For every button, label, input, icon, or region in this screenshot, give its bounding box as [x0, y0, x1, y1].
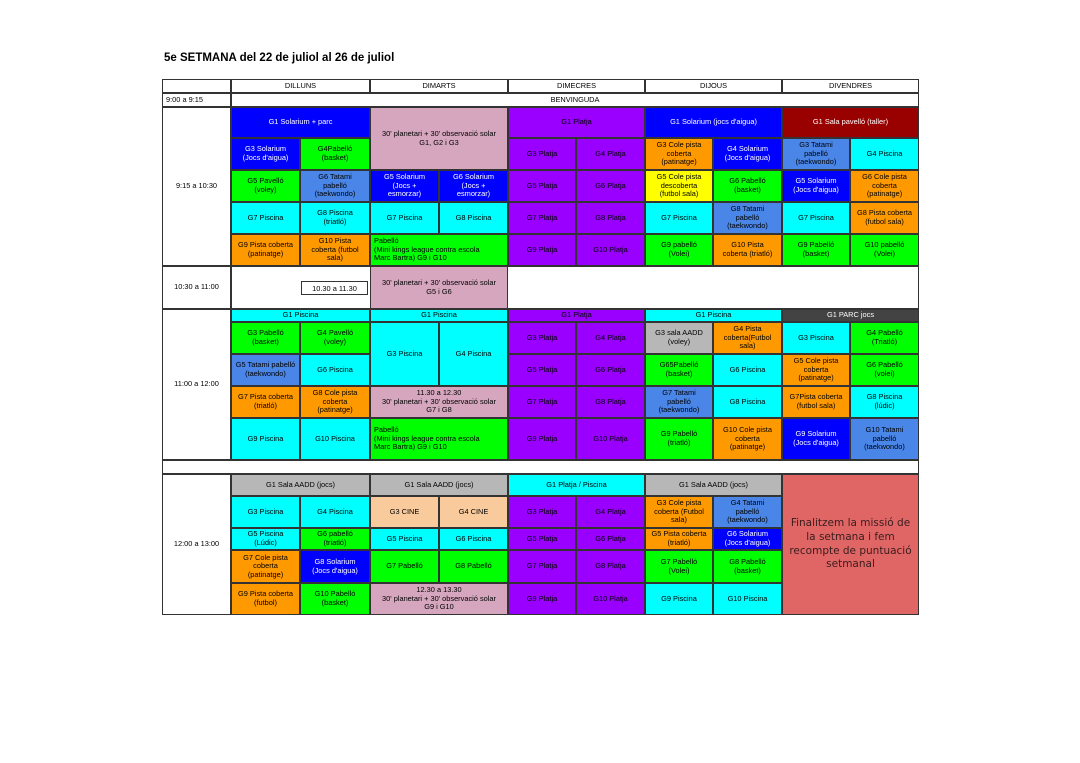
- activity-cell-text: Finalitzem la missió de la setmana i fem recompte de puntuació setmanal: [789, 517, 912, 571]
- activity-cell: [508, 386, 576, 418]
- activity-cell-text: 11.30 a 12.30 30' planetari + 30' observació solar G7 i G8: [382, 388, 496, 415]
- activity-cell-text: G9 Platja: [526, 433, 558, 443]
- time-label: [162, 474, 231, 615]
- activity-cell: [782, 474, 919, 615]
- activity-cell-text: G6 Piscina: [729, 364, 766, 374]
- activity-cell-text: G6 Cole pista coberta (patinatge): [862, 172, 907, 199]
- activity-cell-text: G4 Pabelló (Triatló): [866, 328, 903, 346]
- activity-cell-text: G10 Pista coberta (triatló): [722, 240, 773, 258]
- activity-cell-text: G4 Platja: [595, 506, 626, 516]
- activity-cell-text: G5 Tatami pabelló (taekwondo): [235, 360, 296, 378]
- activity-cell-text: G10 Pista coberta (futbol sala): [311, 236, 359, 263]
- activity-cell-text: G6 Platja: [595, 180, 626, 190]
- activity-cell: [439, 202, 508, 234]
- activity-cell-text: G3 Pabelló (basket): [247, 328, 284, 346]
- activity-cell-text: G65Pabelló (basket): [659, 360, 699, 378]
- activity-cell-text: G4 Piscina: [866, 148, 903, 158]
- activity-cell-text: G3 Piscina: [798, 332, 834, 342]
- activity-cell: [370, 322, 439, 386]
- activity-cell: [231, 309, 370, 322]
- activity-cell: [508, 170, 576, 202]
- activity-cell: [370, 418, 508, 460]
- activity-cell-text: G9 Piscina: [661, 593, 697, 603]
- activity-cell: [782, 386, 850, 418]
- activity-cell-text: G7 Pabelló: [386, 561, 423, 571]
- activity-cell: [439, 170, 508, 202]
- activity-cell-text: G3 Platja: [526, 506, 558, 516]
- activity-cell-text: G5 Platja: [526, 533, 558, 543]
- activity-cell: [645, 418, 713, 460]
- activity-cell: [231, 322, 300, 354]
- activity-cell-text: G10 Platja: [593, 433, 628, 443]
- activity-cell: [782, 107, 919, 138]
- activity-cell-text: G4 Pista coberta(Futbol sala): [723, 324, 772, 351]
- activity-cell: [645, 550, 713, 583]
- activity-cell-text: G6 Platja: [595, 533, 626, 543]
- activity-cell: [713, 418, 782, 460]
- activity-cell: [645, 170, 713, 202]
- activity-cell: [645, 202, 713, 234]
- activity-cell: [370, 202, 439, 234]
- activity-cell-text: G4 Platja: [595, 332, 626, 342]
- activity-cell-text: G5 Piscina: [386, 533, 423, 543]
- activity-cell-text: G3 Platja: [526, 148, 558, 158]
- activity-cell: [782, 354, 850, 386]
- time-label: [162, 107, 231, 266]
- activity-cell-text: G5 Cole pista descoberta (futbol sala): [656, 172, 702, 199]
- activity-cell: [713, 322, 782, 354]
- activity-cell: [231, 474, 370, 496]
- activity-cell-text: G9 Pabelló (triatló): [660, 429, 698, 447]
- page-title: 5e SETMANA del 22 de juliol al 26 de juliol: [164, 52, 395, 64]
- activity-cell: [850, 354, 919, 386]
- day-header: [231, 79, 370, 93]
- activity-cell-text: G4 Pavelló (voley): [316, 328, 354, 346]
- activity-cell: [508, 583, 576, 615]
- activity-cell: [576, 496, 645, 528]
- activity-cell: [300, 170, 370, 202]
- activity-cell-text: G7 Pabelló (Volei): [660, 556, 698, 575]
- activity-cell-text: G6 pabelló (triatló): [317, 529, 353, 547]
- activity-cell: [645, 322, 713, 354]
- activity-cell-text: G3 Piscina: [247, 506, 284, 516]
- activity-cell: [645, 138, 713, 170]
- activity-cell: [713, 202, 782, 234]
- activity-cell: [370, 496, 439, 528]
- activity-cell-text: G1 Piscina: [421, 310, 457, 320]
- activity-cell: [231, 202, 300, 234]
- activity-cell-text: G3 Tatami pabelló (taekwondo): [795, 140, 837, 167]
- activity-cell-text: G10 Piscina: [315, 433, 355, 443]
- header-corner: [162, 79, 231, 93]
- activity-cell: [645, 474, 782, 496]
- activity-cell-text: G3 Piscina: [386, 348, 423, 358]
- activity-cell: [439, 550, 508, 583]
- activity-cell: [576, 138, 645, 170]
- empty-cell: [508, 266, 919, 309]
- activity-cell: [782, 138, 850, 170]
- time-label-text: 10:30 a 11:00: [174, 282, 219, 292]
- benvinguda-banner: [231, 93, 919, 107]
- time-label: [162, 309, 231, 460]
- activity-cell-text: G3 Platja: [526, 332, 558, 342]
- activity-cell: [576, 202, 645, 234]
- activity-cell: [576, 234, 645, 266]
- activity-cell-text: G5 Solarium (Jocs d'aigua): [793, 176, 839, 194]
- activity-cell: [713, 138, 782, 170]
- activity-cell: [782, 309, 919, 322]
- activity-cell: [576, 322, 645, 354]
- activity-cell-text: G8 Piscina (triatló): [317, 208, 353, 226]
- activity-cell-text: G5 Platja: [526, 364, 558, 374]
- activity-cell-text: G7 Platja: [526, 212, 558, 222]
- planetari-cell: [370, 266, 508, 309]
- activity-cell-text: 12.30 a 13.30 30' planetari + 30' observació solar G9 i G10: [382, 585, 496, 612]
- activity-cell-text: G5 Platja: [526, 180, 558, 190]
- activity-cell-text: G1 Platja: [561, 117, 592, 127]
- activity-cell-text: G8 Pabelló: [455, 561, 492, 571]
- activity-cell: [850, 170, 919, 202]
- activity-cell-text: G10 Cole pista coberta (patinatge): [723, 425, 772, 452]
- activity-cell: [370, 170, 439, 202]
- activity-cell: [300, 583, 370, 615]
- activity-cell-text: G5 Cole pista coberta (patinatge): [793, 356, 839, 383]
- activity-cell: [300, 322, 370, 354]
- activity-cell: [231, 386, 300, 418]
- activity-cell: [713, 583, 782, 615]
- activity-cell-text: G6 Piscina: [455, 533, 492, 543]
- day-header: [508, 79, 645, 93]
- activity-cell: [300, 202, 370, 234]
- activity-cell-text: G1 PARC jocs: [826, 310, 875, 320]
- day-header-text: DIMARTS: [422, 80, 456, 90]
- activity-cell-text: G5 Piscina (Lúdic): [247, 529, 284, 547]
- activity-cell: [231, 107, 370, 138]
- activity-cell-text: G7 Tatami pabelló (taekwondo): [658, 388, 700, 415]
- activity-cell: [576, 354, 645, 386]
- activity-cell: [439, 528, 508, 550]
- activity-cell-text: G10 pabelló (Volei): [864, 240, 905, 258]
- activity-cell: [300, 496, 370, 528]
- activity-cell-text: 30' planetari + 30' observació solar G1, G2 i G3: [382, 128, 496, 147]
- activity-cell-text: G4 Solarium (Jocs d'aigua): [724, 144, 771, 162]
- activity-cell: [231, 583, 300, 615]
- activity-cell-text: G5 Pista coberta (triatló): [651, 529, 707, 547]
- activity-cell: [300, 234, 370, 266]
- activity-cell: [850, 138, 919, 170]
- activity-cell: [576, 418, 645, 460]
- activity-cell-text: G9 Pista coberta (futbol): [237, 589, 294, 607]
- activity-cell: [850, 234, 919, 266]
- activity-cell-text: G1 Platja / Piscina: [546, 479, 607, 489]
- activity-cell-text: G4 Piscina: [455, 348, 492, 358]
- activity-cell-text: G8 Piscina: [455, 212, 492, 222]
- activity-cell-text: G3 Cole pista coberta (patinatge): [656, 140, 702, 167]
- time-box: 10.30 a 11.30: [301, 281, 368, 295]
- activity-cell: [370, 550, 439, 583]
- activity-cell: [576, 550, 645, 583]
- activity-cell: [645, 309, 782, 322]
- activity-cell-text: G8 Tatami pabelló (taekwondo): [727, 204, 768, 231]
- activity-cell: [508, 202, 576, 234]
- activity-cell-text: G7 Platja: [526, 561, 558, 571]
- activity-cell-text: G7 Cole pista coberta (patinatge): [243, 552, 288, 579]
- activity-cell: [300, 418, 370, 460]
- activity-cell-text: G7 Piscina: [247, 212, 284, 222]
- time-label-text: 12:00 a 13:00: [173, 539, 220, 549]
- activity-cell-text: G1 Solarium (jocs d'aigua): [670, 117, 757, 127]
- day-header-text: DIVENDRES: [828, 80, 873, 90]
- activity-cell: [645, 583, 713, 615]
- activity-cell: [645, 107, 782, 138]
- activity-cell: [782, 170, 850, 202]
- activity-cell-text: G8 Solarium (Jocs d'aigua): [312, 556, 358, 575]
- activity-cell: [508, 550, 576, 583]
- time-label-text: 9:15 a 10:30: [175, 181, 218, 191]
- activity-cell: [370, 234, 508, 266]
- activity-cell: [300, 354, 370, 386]
- time-label: [162, 266, 231, 309]
- activity-cell-text: G10 Platja: [593, 593, 628, 603]
- activity-cell-text: G3 CINE: [389, 506, 420, 516]
- activity-cell: [231, 354, 300, 386]
- activity-cell-text: G1 Solarium + parc: [268, 117, 333, 127]
- activity-cell-text: G4 Platja: [595, 148, 626, 158]
- time-label-text: 9:00 a 9:15: [166, 94, 203, 104]
- activity-cell: [231, 418, 300, 460]
- benvinguda-banner-text: BENVINGUDA: [550, 94, 600, 104]
- activity-cell-text: G7Pista coberta (futbol sala): [789, 392, 843, 410]
- activity-cell-text: G5 Solarium (Jocs + esmorzar): [383, 172, 426, 199]
- activity-cell: [508, 309, 645, 322]
- activity-cell: [508, 474, 645, 496]
- activity-cell-text: G1 Piscina: [282, 310, 319, 320]
- activity-cell: [508, 528, 576, 550]
- spacer-row: [162, 460, 919, 474]
- activity-cell-text: G10 Platja: [593, 244, 628, 254]
- activity-cell-text: G6 Pabelló (basket): [729, 176, 766, 194]
- activity-cell-text: G10 Pabelló (basket): [314, 589, 356, 607]
- activity-cell-text: G9 Solarium (Jocs d'aigua): [793, 429, 839, 447]
- activity-cell: [231, 170, 300, 202]
- activity-cell-text: G5 Pavelló (voley): [247, 176, 284, 194]
- activity-cell: [439, 322, 508, 386]
- activity-cell: [713, 528, 782, 550]
- activity-cell: [370, 309, 508, 322]
- activity-cell: [850, 202, 919, 234]
- activity-cell: [508, 234, 576, 266]
- activity-cell-text: G10 Piscina: [727, 593, 768, 603]
- activity-cell-text: G6 Tatami pabelló (taekwondo): [314, 172, 356, 199]
- activity-cell: [850, 322, 919, 354]
- activity-cell: [850, 386, 919, 418]
- activity-cell: [300, 528, 370, 550]
- time-label: [162, 93, 231, 107]
- activity-cell: [713, 354, 782, 386]
- activity-cell: [300, 386, 370, 418]
- activity-cell-text: Pabelló (Mini kings league contra escola Marc Bartra) G9 i G10: [374, 425, 480, 452]
- activity-cell: [713, 386, 782, 418]
- activity-cell-text: G8 Pabelló (basket): [729, 556, 766, 575]
- activity-cell: [300, 138, 370, 170]
- activity-cell: [645, 496, 713, 528]
- activity-cell: [370, 528, 439, 550]
- activity-cell-text: G7 Piscina: [798, 212, 834, 222]
- activity-cell-text: G4 Piscina: [317, 506, 353, 516]
- activity-cell-text: G9 pabelló (Volei): [661, 240, 697, 258]
- activity-cell: [300, 550, 370, 583]
- activity-cell: [645, 234, 713, 266]
- activity-cell-text: G7 Pista coberta (triatló): [237, 392, 294, 410]
- activity-cell-text: G6 Platja: [595, 364, 626, 374]
- activity-cell: [508, 107, 645, 138]
- activity-cell: [576, 386, 645, 418]
- activity-cell-text: G6 Pabelló (volei): [866, 360, 903, 378]
- activity-cell-text: G3 Cole pista coberta (Futbol sala): [654, 498, 704, 525]
- activity-cell-text: G8 Platja: [595, 396, 626, 406]
- activity-cell-text: G4 CINE: [458, 506, 489, 516]
- activity-cell: [370, 583, 508, 615]
- activity-cell-text: G7 Platja: [526, 396, 558, 406]
- activity-cell-text: G8 Cole pista coberta (patinatge): [312, 388, 358, 415]
- activity-cell-text: G8 Piscina (lúdic): [866, 392, 903, 410]
- activity-cell-text: G8 Pista coberta (futbol sala): [856, 208, 913, 226]
- activity-cell-text: G7 Piscina: [386, 212, 423, 222]
- activity-cell-text: G1 Piscina: [695, 310, 732, 320]
- activity-cell-text: G1 Sala pavelló (taller): [812, 117, 889, 127]
- activity-cell: [508, 418, 576, 460]
- activity-cell-text: G1 Sala AADD (jocs): [678, 479, 748, 489]
- activity-cell-text: G1 Platja: [561, 310, 592, 320]
- activity-cell-text: G3 sala AADD (voley): [655, 328, 703, 346]
- activity-cell: [782, 234, 850, 266]
- activity-cell-text: G10 Tatami pabelló (taekwondo): [864, 425, 905, 452]
- activity-cell: [231, 138, 300, 170]
- activity-cell-text: G9 Piscina: [247, 433, 284, 443]
- activity-cell: [576, 528, 645, 550]
- day-header: [782, 79, 919, 93]
- activity-cell-text: G7 Piscina: [661, 212, 697, 222]
- activity-cell-text: G4 Tatami pabelló (taekwondo): [727, 498, 768, 525]
- activity-cell: [231, 528, 300, 550]
- activity-cell-text: G9 Platja: [526, 244, 558, 254]
- activity-cell-text: G8 Platja: [595, 561, 626, 571]
- activity-cell: [645, 386, 713, 418]
- activity-cell: [713, 234, 782, 266]
- activity-cell-text: G6 Solarium (Jocs + esmorzar): [452, 172, 495, 199]
- planetari-cell-text: 30' planetari + 30' observació solar G5 i G6: [382, 277, 496, 296]
- activity-cell-text: G3 Solarium (Jocs d'aigua): [242, 144, 289, 162]
- activity-cell-text: G8 Platja: [595, 212, 626, 222]
- activity-cell: [782, 418, 850, 460]
- activity-cell-text: G6 Solarium (Jocs d'aigua): [724, 529, 771, 547]
- activity-cell-text: G1 Sala AADD (jocs): [404, 479, 474, 489]
- day-header-text: DIJOUS: [699, 80, 728, 90]
- activity-cell: [231, 496, 300, 528]
- activity-cell: [370, 107, 508, 170]
- activity-cell-text: G4Pabelló (basket): [317, 144, 353, 162]
- activity-cell-text: G9 Platja: [526, 593, 558, 603]
- activity-cell: [439, 496, 508, 528]
- activity-cell-text: G9 Pista coberta (patinatge): [237, 240, 294, 258]
- day-header: [370, 79, 508, 93]
- time-label-text: 11:00 a 12:00: [174, 379, 219, 389]
- day-header-text: DIMECRES: [556, 80, 596, 90]
- activity-cell-text: Pabelló (Mini kings league contra escola Marc Bartra) G9 i G10: [374, 236, 480, 263]
- activity-cell: [713, 550, 782, 583]
- activity-cell-text: G8 Piscina: [729, 396, 766, 406]
- activity-cell: [645, 528, 713, 550]
- activity-cell: [231, 550, 300, 583]
- day-header-text: DILLUNS: [284, 80, 317, 90]
- activity-cell: [576, 583, 645, 615]
- activity-cell: [713, 496, 782, 528]
- activity-cell: [782, 322, 850, 354]
- schedule-table: [162, 79, 919, 615]
- activity-cell: [370, 386, 508, 418]
- activity-cell: [576, 170, 645, 202]
- activity-cell: [645, 354, 713, 386]
- activity-cell: [508, 496, 576, 528]
- activity-cell: [508, 354, 576, 386]
- activity-cell: [508, 322, 576, 354]
- activity-cell: [370, 474, 508, 496]
- activity-cell-text: G1 Sala AADD (jocs): [265, 479, 335, 489]
- activity-cell-text: G6 Piscina: [317, 364, 353, 374]
- activity-cell: [508, 138, 576, 170]
- activity-cell: [850, 418, 919, 460]
- activity-cell: [782, 202, 850, 234]
- activity-cell: [713, 170, 782, 202]
- activity-cell-text: G9 Pabelló (basket): [797, 240, 835, 258]
- activity-cell: [231, 234, 300, 266]
- day-header: [645, 79, 782, 93]
